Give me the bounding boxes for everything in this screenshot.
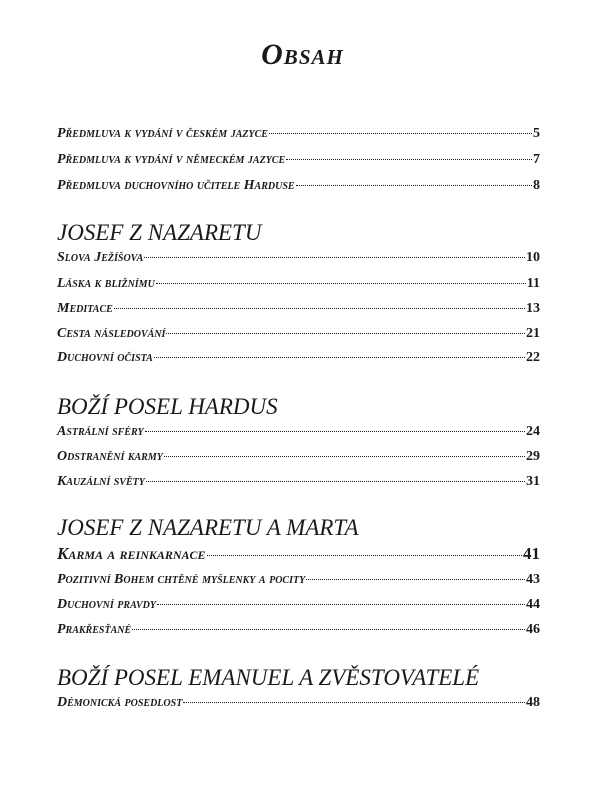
entry-page: 10: [526, 250, 540, 265]
entry-page: 8: [533, 178, 540, 193]
entry-page: 41: [523, 544, 540, 563]
leader-dots: [156, 283, 526, 284]
entry-page: 22: [526, 350, 540, 365]
toc-entry: [57, 126, 540, 146]
section-title: BOŽÍ POSEL EMANUEL A ZVĚSTOVATELÉ: [57, 665, 480, 690]
leader-dots: [144, 257, 525, 258]
entry-label: Cesta následování: [57, 326, 166, 341]
leader-dots: [207, 555, 522, 556]
toc-entry: [57, 572, 540, 592]
leader-dots: [154, 357, 525, 358]
entry-page: 31: [526, 474, 540, 489]
leader-dots: [145, 431, 525, 432]
leader-dots: [164, 456, 525, 457]
toc-entry: [57, 449, 540, 469]
toc-entry: [57, 474, 540, 494]
entry-label: Pozitivní Bohem chtěné myšlenky a pocity: [57, 572, 306, 587]
page-title: Obsah: [261, 38, 344, 71]
section-title: JOSEF Z NAZARETU A MARTA: [57, 515, 359, 540]
leader-dots: [269, 133, 532, 134]
section-title: JOSEF Z NAZARETU: [57, 220, 262, 245]
entry-page: 44: [526, 597, 540, 612]
entry-page: 7: [533, 152, 540, 167]
section-title: BOŽÍ POSEL HARDUS: [57, 394, 278, 419]
toc-entry: [57, 178, 540, 198]
entry-label: Předmluva k vydání v českém jazyce: [57, 126, 268, 141]
entry-page: 5: [533, 126, 540, 141]
entry-label: Předmluva k vydání v německém jazyce: [57, 152, 286, 167]
toc-entry: [57, 544, 540, 568]
leader-dots: [146, 481, 525, 482]
leader-dots: [157, 604, 525, 605]
leader-dots: [286, 159, 532, 160]
toc-entry: [57, 276, 540, 296]
entry-page: 21: [526, 326, 540, 341]
entry-label: Láska k bližnímu: [57, 276, 155, 291]
entry-label: Démonická posedlost: [57, 695, 183, 710]
leader-dots: [132, 629, 525, 630]
entry-page: 24: [526, 424, 540, 439]
entry-label: Karma a reinkarnace: [57, 544, 206, 563]
toc-entry: [57, 597, 540, 617]
entry-label: Předmluva duchovního učitele Harduse: [57, 178, 295, 193]
toc-entry: [57, 301, 540, 321]
entry-label: Kauzální světy: [57, 474, 145, 489]
entry-page: 13: [526, 301, 540, 316]
leader-dots: [306, 579, 525, 580]
entry-label: Duchovní očista: [57, 350, 153, 365]
toc-entry: [57, 424, 540, 444]
entry-label: Prakřesťané: [57, 622, 132, 637]
entry-label: Slova Ježíšova: [57, 250, 144, 265]
toc-entry: [57, 622, 540, 642]
entry-page: 43: [526, 572, 540, 587]
toc-entry: [57, 326, 540, 346]
leader-dots: [296, 185, 532, 186]
toc-entry: [57, 152, 540, 172]
toc-entry: [57, 250, 540, 270]
leader-dots: [166, 333, 525, 334]
entry-label: Duchovní pravdy: [57, 597, 156, 612]
toc-entry: [57, 695, 540, 715]
entry-page: 48: [526, 695, 540, 710]
entry-page: 29: [526, 449, 540, 464]
leader-dots: [183, 702, 525, 703]
leader-dots: [114, 308, 525, 309]
toc-entry: [57, 350, 540, 370]
entry-label: Astrální sféry: [57, 424, 144, 439]
entry-page: 11: [526, 276, 540, 291]
entry-page: 46: [526, 622, 540, 637]
entry-label: Odstranění karmy: [57, 449, 163, 464]
entry-label: Meditace: [57, 301, 113, 316]
